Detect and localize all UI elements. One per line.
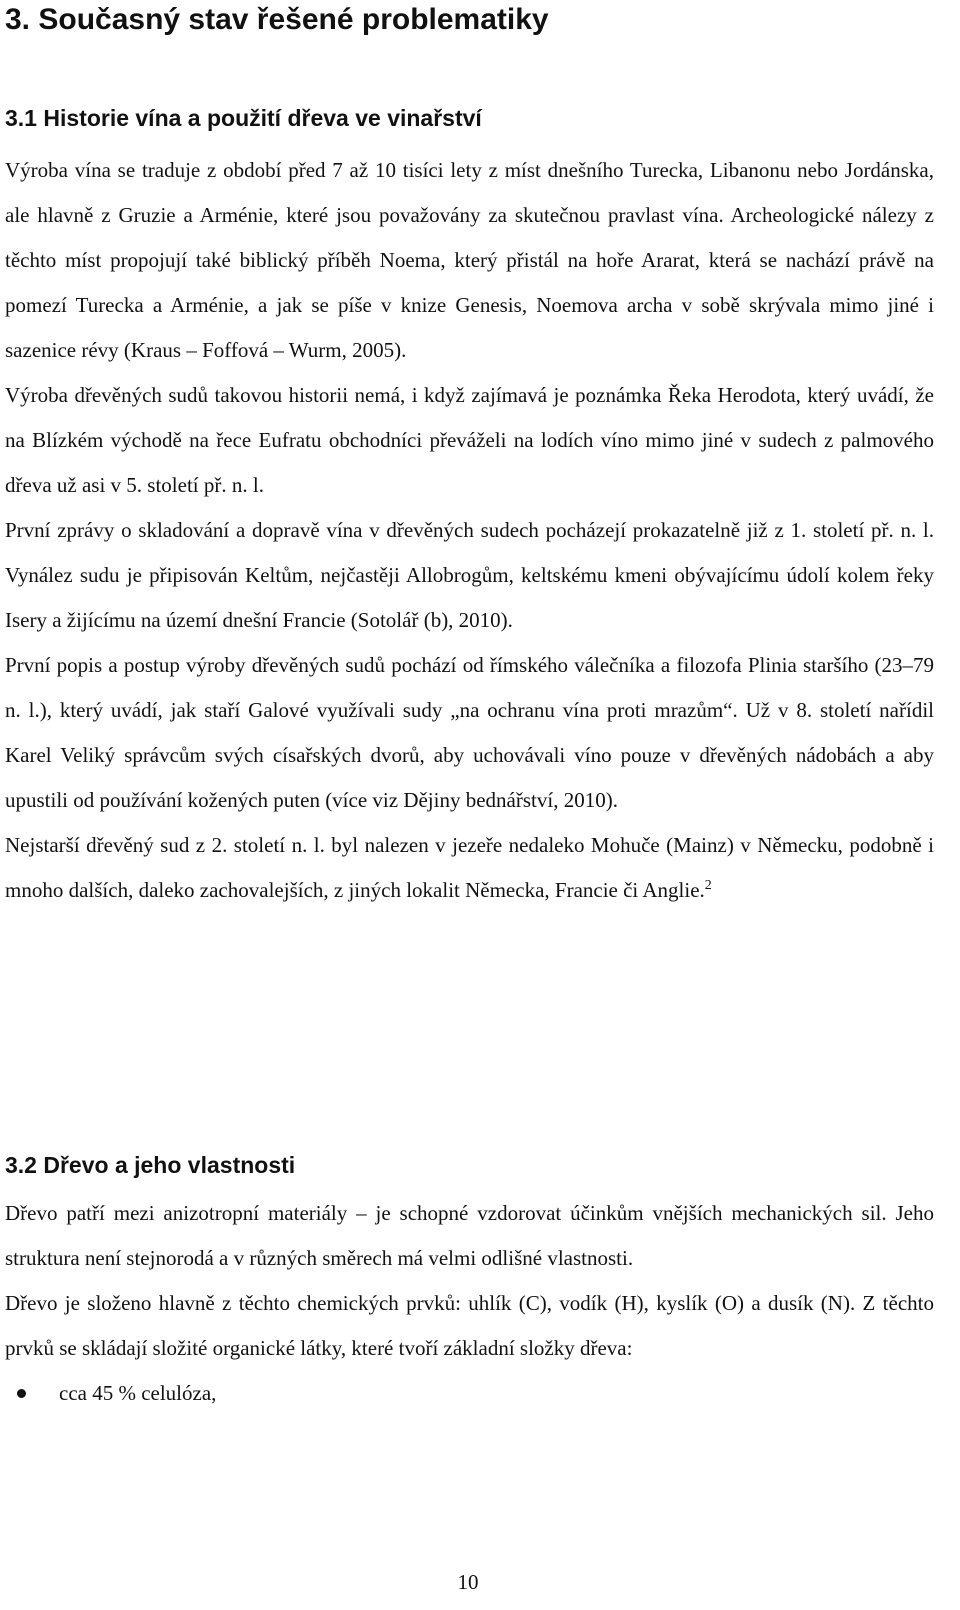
paragraph: První popis a postup výroby dřevěných sudů pochází od římského válečníka a filozofa Plinia staršího (23–79 n. l.), který uvádí, jak staří Galové využívali sudy „na ochranu vína proti mrazům“. Už v 8. století nařídil Karel Veliký správcům svých císařských dvorů, aby uchovávali víno pouze v dřevěných nádobách a aby upustili od používání kožených puten (více viz Dějiny bednářství, 2010). [5, 653, 934, 812]
list-item-text: cca 45 % celulóza, [59, 1381, 217, 1405]
list-item [5, 1371, 934, 1416]
paragraph: Výroba vína se traduje z období před 7 až 10 tisíci lety z míst dnešního Turecka, Libanonu nebo Jordánska, ale hlavně z Gruzie a Arménie, které jsou považovány za skutečnou pravlast vína. Archeologické nálezy z těchto míst propojují také biblický příběh Noema, který přistál na hoře Ararat, která se nachází právě na pomezí Turecka a Arménie, a jak se píše v knize Genesis, Noemova archa v sobě skrývala mimo jiné i sazenice révy (Kraus – Foffová – Wurm, 2005). [5, 158, 934, 362]
paragraph: Dřevo patří mezi anizotropní materiály – je schopné vzdorovat účinkům vnějších mechanických sil. Jeho struktura není stejnorodá a v různých směrech má velmi odlišné vlastnosti. [5, 1201, 934, 1270]
section-wood-body [5, 1191, 934, 1416]
paragraph-text: Nejstarší dřevěný sud z 2. století n. l. byl nalezen v jezeře nedaleko Mohuče (Mainz) v Německu, podobně i mnoho dalších, daleko zachovalejších, z jiných lokalit Německa, Francie či Anglie. [5, 833, 934, 902]
chapter-title: 3. Současný stav řešené problematiky [5, 3, 549, 36]
paragraph: První zprávy o skladování a dopravě vína v dřevěných sudech pocházejí prokazatelně již z 1. století př. n. l. Vynález sudu je připisován Keltům, nejčastěji Allobrogům, keltskému kmeni obývajícímu údolí kolem řeky Isery a žijícímu na území dnešní Francie (Sotolář (b), 2010). [5, 518, 934, 632]
bullet-list [5, 1371, 934, 1416]
bullet-icon [17, 1389, 26, 1398]
footnote-reference[interactable]: 2 [704, 878, 712, 893]
section-heading-wood: 3.2 Dřevo a jeho vlastnosti [5, 1152, 296, 1178]
section-heading-history: 3.1 Historie vína a použití dřeva ve vinařství [5, 105, 482, 131]
paragraph-with-footnote [5, 823, 934, 913]
paragraph: Dřevo je složeno hlavně z těchto chemických prvků: uhlík (C), vodík (H), kyslík (O) a dusík (N). Z těchto prvků se skládají složité organické látky, které tvoří základní složky dřeva: [5, 1291, 934, 1360]
page-number: 10 [457, 1570, 479, 1594]
paragraph: Výroba dřevěných sudů takovou historii nemá, i když zajímavá je poznámka Řeka Herodota, který uvádí, že na Blízkém východě na řece Eufratu obchodníci převáželi na lodích víno mimo jiné v sudech z palmového dřeva už asi v 5. století př. n. l. [5, 383, 934, 497]
section-history-body [5, 148, 934, 913]
